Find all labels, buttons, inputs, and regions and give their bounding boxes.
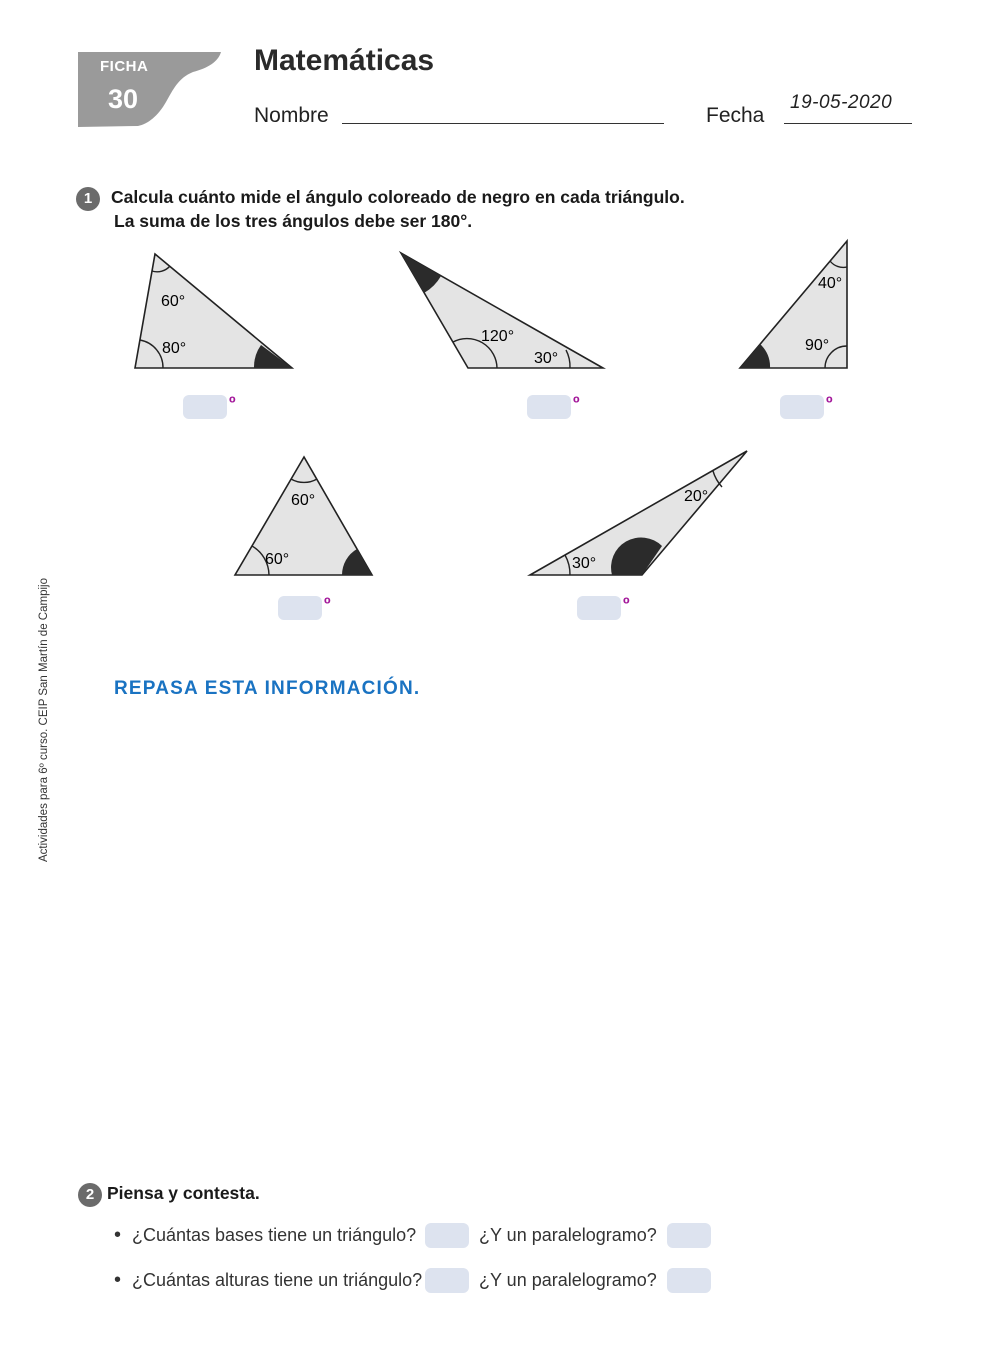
ficha-number: 30	[108, 84, 139, 114]
question-row-2	[114, 1269, 121, 1292]
question-2-parallelogram-heights: ¿Y un paralelogramo?	[479, 1270, 657, 1290]
triangle-4	[235, 457, 372, 575]
question-2-triangle-heights: ¿Cuántas alturas tiene un triángulo?	[132, 1270, 423, 1290]
exercise-1-instruction-line1: Calcula cuánto mide el ángulo coloreado de negro en cada triángulo.	[111, 187, 685, 207]
answer-input-triangle-3[interactable]	[780, 395, 824, 419]
degree-mark-5: º	[623, 594, 630, 614]
degree-mark-1: º	[229, 393, 236, 413]
triangle-5-label-30: 30°	[572, 555, 597, 572]
triangle-2-label-30: 30°	[534, 350, 559, 367]
answer-input-q2-triangle[interactable]	[425, 1268, 469, 1293]
answer-input-triangle-1[interactable]	[183, 395, 227, 419]
triangle-5-label-20: 20°	[684, 488, 709, 505]
bullet-1: •	[114, 1224, 122, 1246]
question-1-triangle-bases: ¿Cuántas bases tiene un triángulo?	[132, 1225, 417, 1245]
page-title: Matemáticas	[254, 44, 435, 77]
side-credit: Actividades para 6º curso. CEIP San Martín de Campijo	[38, 578, 50, 862]
date-value[interactable]: 19-05-2020	[790, 92, 893, 113]
triangle-1-label-60: 60°	[161, 293, 186, 310]
triangles-figure	[0, 0, 1000, 660]
triangle-3-label-40: 40°	[818, 275, 843, 292]
exercise-1-badge: 1	[76, 187, 100, 211]
triangle-2	[401, 253, 603, 368]
exercise-1-instruction-line2: La suma de los tres ángulos debe ser 180°.	[114, 211, 473, 231]
question-row-1	[114, 1224, 121, 1247]
triangle-2-label-120: 120°	[481, 328, 515, 345]
triangle-4-label-60-top: 60°	[291, 492, 316, 509]
degree-mark-2: º	[573, 393, 580, 413]
ficha-label: FICHA	[100, 58, 149, 75]
review-heading: REPASA ESTA INFORMACIÓN.	[114, 678, 421, 699]
triangle-1-black-angle	[254, 345, 292, 368]
answer-input-triangle-4[interactable]	[278, 596, 322, 620]
triangle-1-label-80: 80°	[162, 340, 187, 357]
triangle-4-label-60-left: 60°	[265, 551, 290, 568]
date-label: Fecha	[706, 104, 765, 127]
exercise-2-badge: 2	[78, 1183, 102, 1207]
triangle-2-shape	[401, 253, 603, 368]
triangle-5	[530, 451, 747, 575]
degree-mark-4: º	[324, 594, 331, 614]
answer-input-triangle-2[interactable]	[527, 395, 571, 419]
bullet-2: •	[114, 1269, 122, 1291]
triangle-3	[740, 241, 847, 368]
question-1-parallelogram-bases: ¿Y un paralelogramo?	[479, 1225, 657, 1245]
degree-mark-3: º	[826, 393, 833, 413]
triangle-1	[135, 254, 292, 368]
answer-input-q1-parallelogram[interactable]	[667, 1223, 711, 1248]
answer-input-q1-triangle[interactable]	[425, 1223, 469, 1248]
name-label: Nombre	[254, 104, 329, 127]
answer-input-triangle-5[interactable]	[577, 596, 621, 620]
answer-input-q2-parallelogram[interactable]	[667, 1268, 711, 1293]
exercise-2-title: Piensa y contesta.	[107, 1183, 260, 1203]
triangle-3-label-90: 90°	[805, 337, 830, 354]
